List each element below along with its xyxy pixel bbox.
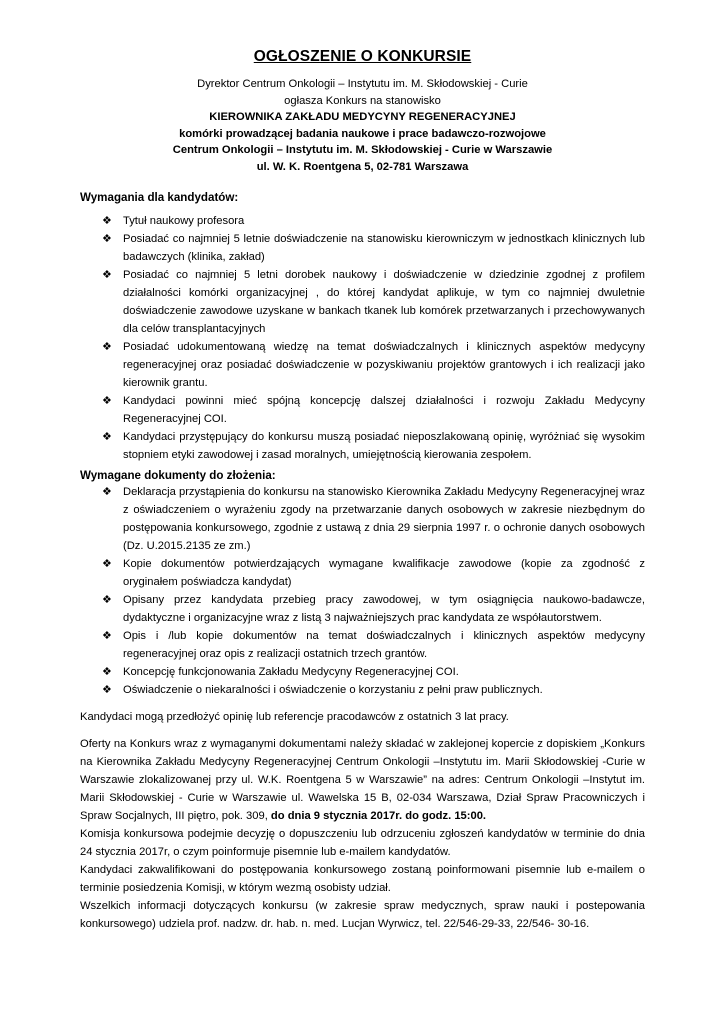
document-text: Koncepcję funkcjonowania Zakładu Medycyny Regeneracyjnej COI. [123, 666, 459, 678]
page-title: OGŁOSZENIE O KONKURSIE [253, 48, 472, 65]
diamond-bullet-icon: ❖ [102, 558, 112, 570]
document-text: Kopie dokumentów potwierdzających wymagane kwalifikacje zawodowe (kopie za zgodność z oryginałem poświadcza kandydat) [123, 558, 645, 588]
diamond-bullet-icon: ❖ [102, 395, 112, 407]
list-item [80, 627, 645, 663]
header-institution-line: Centrum Onkologii – Instytutu im. M. Skłodowskiej - Curie w Warszawie [172, 144, 553, 156]
list-item [80, 230, 645, 266]
header-unit-line: komórki prowadzącej badania naukowe i prace badawczo-rozwojowe [179, 127, 546, 140]
contact-paragraph: Wszelkich informacji dotyczących konkursu (w zakresie spraw medycznych, spraw nauki i postepowania konkursowego) udziela prof. nadzw. dr. hab. n. med. Lucjan Wyrwicz, tel. 22/546-29-33, 22/546- 30-16. [80, 900, 645, 930]
list-item [80, 392, 645, 428]
header-position-line: KIEROWNIKA ZAKŁADU MEDYCYNY REGENERACYJNEJ [209, 111, 516, 123]
diamond-bullet-icon: ❖ [102, 486, 112, 498]
document-text: Opisany przez kandydata przebieg pracy zawodowej, w tym osiągnięcia naukowo-badawcze, dydaktyczne i organizacyjne wraz z listą 3 najważniejszych prac kandydata ze współautorstwem. [123, 594, 645, 624]
header-address-line: ul. W. K. Roentgena 5, 02-781 Warszawa [256, 160, 469, 173]
document-text: Opis i /lub kopie dokumentów na temat doświadczalnych i klinicznych aspektów medycyny regeneracyjnej oraz opis z realizacji ostatnich trzech grantów. [123, 630, 645, 660]
commission-paragraph: Komisja konkursowa podejmie decyzję o dopuszczeniu lub odrzuceniu zgłoszeń kandydatów w terminie do dnia 24 stycznia 2017r, o czym poinformuje pisemnie lub e-mailem kandydatów. [80, 828, 645, 858]
diamond-bullet-icon: ❖ [102, 341, 112, 353]
header-announces-line: ogłasza Konkurs na stanowisko [284, 94, 441, 107]
header-director-line: Dyrektor Centrum Onkologii – Instytutu im. M. Skłodowskiej - Curie [197, 78, 528, 90]
requirement-text: Tytuł naukowy profesora [123, 215, 245, 227]
announcement-page [80, 48, 645, 933]
documents-list [80, 483, 645, 699]
list-item [80, 591, 645, 627]
references-paragraph: Kandydaci mogą przedłożyć opinię lub referencje pracodawców z ostatnich 3 lat pracy. [80, 711, 509, 723]
requirement-text: Posiadać udokumentowaną wiedzę na temat doświadczalnych i klinicznych aspektów medycyny regeneracyjnej oraz posiadać doświadczenie w pozyskiwaniu projektów grantowych i ich realizacji jako kierownik grantu. [123, 341, 645, 389]
list-item [80, 555, 645, 591]
diamond-bullet-icon: ❖ [102, 233, 112, 245]
deadline-text: do dnia 9 stycznia 2017r. do godz. 15:00. [270, 810, 487, 822]
qualified-paragraph: Kandydaci zakwalifikowani do postępowania konkursowego zostaną poinformowani pisemnie lub e-mailem o terminie posiedzenia Komisji, w którym wezmą osobisty udział. [80, 864, 645, 894]
diamond-bullet-icon: ❖ [102, 594, 112, 606]
diamond-bullet-icon: ❖ [102, 666, 112, 678]
diamond-bullet-icon: ❖ [102, 215, 112, 227]
offers-text: Oferty na Konkurs wraz z wymaganymi dokumentami należy składać w zaklejonej kopercie z dopiskiem „Konkurs na Kierownika Zakładu Medycyny Regeneracyjnej Centrum Onkologii –Instytutu im. Marii Skłodowskiej -Curie w Warszawie zlokalizowanej przy ul. W.K. Roentgena 5 w Warszawie” na adres: Centrum Onkologii –Instytut im. Marii Skłodowskiej - Curie w Warszawie ul. Wawelska 15 B, 02-034 Warszawa, Dział Spraw Pracowniczych i Spraw Socjalnych, III piętro, pok. 309, [80, 738, 645, 822]
offers-paragraph [80, 735, 645, 825]
list-item [80, 428, 645, 464]
requirement-text: Kandydaci przystępujący do konkursu muszą posiadać nieposzlakowaną opinię, wyróżniać się wysokim stopniem etyki zawodowej i zasad moralnych, umiejętnością kierowania zespołem. [123, 431, 645, 461]
list-item [80, 681, 645, 699]
diamond-bullet-icon: ❖ [102, 431, 112, 443]
requirement-text: Posiadać co najmniej 5 letnie doświadczenie na stanowisku kierowniczym w jednostkach klinicznych lub badawczych (klinika, zakład) [123, 233, 645, 263]
requirements-list [80, 212, 645, 464]
requirement-text: Posiadać co najmniej 5 letni dorobek naukowy i doświadczenie w dziedzinie zgodnej z profilem działalności komórki organizacyjnej , do której kandydat aplikuje, w tym co najmniej dwuletnie doświadczenie zawodowe uzyskane w bankach tkanek lub komórek przetwarzanych i przechowywanych dla celów transplantacyjnych [123, 269, 645, 335]
document-text: Deklaracja przystąpienia do konkursu na stanowisko Kierownika Zakładu Medycyny Regeneracyjnej wraz z oświadczeniem o wyrażeniu zgody na przetwarzanie danych osobowych w zakresie niezbędnym do postępowania konkursowego, zgodnie z ustawą z dnia 29 sierpnia 1997 r. o ochronie danych osobowych (Dz. U.2015.2135 ze zm.) [123, 486, 645, 552]
list-item [80, 338, 645, 392]
requirement-text: Kandydaci powinni mieć spójną koncepcję dalszej działalności i rozwoju Zakładu Medycyny Regeneracyjnej COI. [123, 395, 645, 425]
diamond-bullet-icon: ❖ [102, 684, 112, 696]
list-item [80, 266, 645, 338]
list-item [80, 663, 645, 681]
document-text: Oświadczenie o niekaralności i oświadczenie o korzystaniu z pełni praw publicznych. [123, 684, 543, 696]
documents-heading: Wymagane dokumenty do złożenia: [80, 469, 276, 482]
requirements-heading: Wymagania dla kandydatów: [80, 191, 239, 204]
diamond-bullet-icon: ❖ [102, 630, 112, 642]
diamond-bullet-icon: ❖ [102, 269, 112, 281]
list-item [80, 483, 645, 555]
list-item [80, 212, 645, 230]
announcement-header [80, 76, 645, 175]
